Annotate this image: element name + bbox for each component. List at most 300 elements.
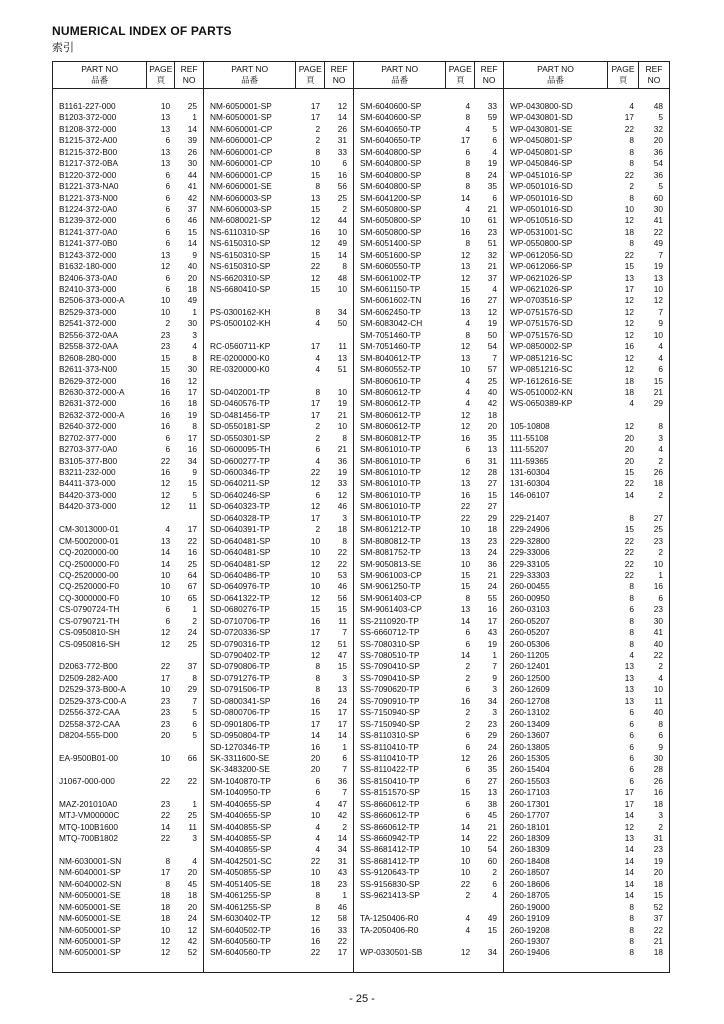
table-row bbox=[504, 444, 669, 455]
page-cell: 22 bbox=[160, 661, 171, 672]
table-row bbox=[53, 547, 203, 558]
ref-cell: 30 bbox=[653, 752, 663, 763]
part-number-cell: NM-6060001-CP bbox=[210, 123, 273, 134]
table-row bbox=[204, 215, 353, 226]
ref-cell: 7 bbox=[658, 249, 663, 260]
ref-cell: 3 bbox=[658, 432, 663, 443]
part-number-cell: SS-9120643-TP bbox=[360, 867, 420, 878]
table-row bbox=[504, 593, 669, 604]
ref-cell: 10 bbox=[653, 329, 663, 340]
ref-cell: 5 bbox=[658, 112, 663, 123]
page-cell: 22 bbox=[624, 535, 634, 546]
page-cell: 22 bbox=[624, 547, 634, 558]
part-number-cell: SS-8681412-TP bbox=[360, 855, 420, 866]
table-row bbox=[504, 467, 669, 478]
table-row bbox=[204, 318, 353, 329]
part-number-cell: 260-19307 bbox=[510, 935, 550, 946]
part-number-cell: WP-0612066-SP bbox=[510, 261, 573, 272]
header-part-no: PART NO bbox=[81, 64, 119, 74]
ref-cell: 16 bbox=[653, 581, 663, 592]
page-cell: 6 bbox=[165, 169, 171, 180]
part-number-cell: 111-59365 bbox=[510, 455, 549, 466]
part-number-cell: SD-0640481-SP bbox=[210, 558, 271, 569]
page-cell: 12 bbox=[310, 501, 321, 512]
part-number-cell: MTQ-100B1600 bbox=[59, 821, 119, 832]
ref-cell: 18 bbox=[487, 524, 497, 535]
table-row bbox=[354, 627, 503, 638]
ref-cell: 2 bbox=[658, 821, 663, 832]
table-row bbox=[53, 101, 203, 112]
part-number-cell: NM-6050001-SE bbox=[59, 913, 121, 924]
ref-cell: 60 bbox=[487, 855, 497, 866]
page-cell: 13 bbox=[624, 661, 634, 672]
table-row bbox=[354, 204, 503, 215]
ref-cell: 40 bbox=[653, 707, 663, 718]
page-cell: 10 bbox=[460, 364, 471, 375]
ref-cell: 13 bbox=[337, 684, 347, 695]
part-number-cell: SD-0791276-TP bbox=[210, 672, 270, 683]
part-number-cell: 260-17707 bbox=[510, 810, 550, 821]
ref-cell bbox=[175, 742, 203, 753]
part-number-cell: CS-0790721-TH bbox=[59, 615, 120, 626]
page-cell: 14 bbox=[460, 650, 471, 660]
ref-cell: 32 bbox=[487, 249, 497, 260]
header-ref: REF bbox=[645, 64, 663, 74]
ref-cell: 42 bbox=[487, 398, 497, 409]
table-row bbox=[504, 650, 669, 661]
part-number-cell: MAZ-201010A0 bbox=[59, 798, 118, 809]
page-cell: 10 bbox=[460, 215, 471, 226]
ref-cell: 1 bbox=[658, 569, 663, 580]
page-cell: 13 bbox=[460, 306, 471, 317]
table-row bbox=[354, 135, 503, 146]
table-row bbox=[204, 936, 353, 947]
table-row bbox=[504, 170, 669, 181]
ref-cell: 30 bbox=[187, 364, 197, 375]
table-row bbox=[504, 204, 669, 215]
table-row bbox=[204, 742, 353, 753]
page-cell: 12 bbox=[460, 467, 471, 477]
table-row bbox=[354, 193, 503, 204]
ref-cell: 37 bbox=[487, 272, 497, 283]
ref-cell: 49 bbox=[337, 238, 347, 249]
page-cell: 18 bbox=[160, 890, 171, 901]
ref-cell: 35 bbox=[487, 181, 497, 192]
page-cell: 2 bbox=[315, 421, 321, 432]
ref-cell: 36 bbox=[487, 558, 497, 569]
page-cell: 16 bbox=[460, 295, 471, 306]
ref-cell: 1 bbox=[192, 604, 197, 615]
table-row bbox=[354, 753, 503, 764]
table-row bbox=[504, 193, 669, 204]
ref-cell: 13 bbox=[653, 272, 663, 283]
page-cell: 8 bbox=[629, 512, 634, 523]
ref-cell: 15 bbox=[653, 890, 663, 901]
page-cell bbox=[608, 501, 639, 512]
ref-cell: 10 bbox=[653, 684, 663, 695]
part-number-cell: 260-19109 bbox=[510, 913, 550, 924]
part-number-cell: SD-0481456-TP bbox=[210, 409, 270, 420]
part-number-cell: D8204-555-D00 bbox=[59, 730, 119, 741]
part-number-cell: WP-0450801-SP bbox=[510, 146, 573, 157]
part-number-cell bbox=[204, 295, 296, 306]
ref-cell: 9 bbox=[192, 467, 197, 477]
part-number-cell: SD-0640246-SP bbox=[210, 489, 271, 500]
part-number-cell: WP-0501016-SD bbox=[510, 203, 573, 214]
ref-cell: 12 bbox=[187, 924, 197, 935]
part-number-cell: WP-0451016-SP bbox=[510, 169, 573, 180]
table-row bbox=[53, 193, 203, 204]
part-number-cell: SD-0550181-SP bbox=[210, 421, 271, 432]
ref-cell: 7 bbox=[342, 627, 347, 638]
page-cell: 12 bbox=[310, 913, 321, 924]
table-row bbox=[354, 478, 503, 489]
table-row bbox=[504, 673, 669, 684]
rows-4 bbox=[504, 89, 669, 959]
table-row bbox=[204, 753, 353, 764]
part-number-cell: SS-8660612-TP bbox=[360, 810, 420, 821]
header-ref-jp: NO bbox=[332, 75, 346, 85]
page-cell: 6 bbox=[629, 764, 634, 775]
table-row bbox=[53, 501, 203, 512]
ref-cell: 7 bbox=[192, 695, 197, 706]
ref-cell: 12 bbox=[653, 295, 663, 306]
table-row bbox=[53, 776, 203, 787]
header-page-jp: 頁 bbox=[306, 75, 315, 85]
part-number-cell: SM-8061212-TP bbox=[360, 524, 421, 535]
part-number-cell: SM-7051460-TP bbox=[360, 329, 421, 340]
table-row bbox=[354, 421, 503, 432]
table-row bbox=[204, 490, 353, 501]
part-number-cell: EA-9500B01-00 bbox=[59, 752, 119, 763]
page-cell: 13 bbox=[160, 146, 171, 157]
table-row bbox=[53, 238, 203, 249]
ref-cell: 45 bbox=[487, 810, 497, 821]
ref-cell: 1 bbox=[342, 890, 347, 901]
page-cell: 12 bbox=[160, 261, 171, 272]
table-row bbox=[204, 833, 353, 844]
ref-cell: 24 bbox=[487, 169, 497, 180]
table-row bbox=[53, 707, 203, 718]
ref-cell bbox=[475, 902, 503, 913]
page-cell: 6 bbox=[629, 707, 634, 718]
table-row bbox=[504, 341, 669, 352]
ref-cell: 18 bbox=[187, 284, 197, 294]
table-row bbox=[53, 284, 203, 295]
page-cell: 15 bbox=[310, 707, 321, 718]
page-cell: 18 bbox=[160, 901, 171, 912]
part-number-cell bbox=[504, 501, 608, 512]
table-row bbox=[354, 844, 503, 855]
table-row bbox=[354, 776, 503, 787]
ref-cell: 15 bbox=[487, 924, 497, 935]
page-cell: 14 bbox=[624, 489, 634, 500]
part-number-cell: WP-1612616-SE bbox=[510, 375, 573, 386]
ref-cell: 25 bbox=[187, 101, 197, 111]
ref-cell: 6 bbox=[492, 135, 497, 146]
page-cell: 6 bbox=[315, 489, 321, 500]
ref-cell: 26 bbox=[187, 146, 197, 157]
ref-cell: 8 bbox=[192, 352, 197, 363]
header-page: PAGE bbox=[448, 64, 472, 74]
table-row bbox=[204, 135, 353, 146]
ref-cell: 18 bbox=[653, 478, 663, 489]
table-row bbox=[354, 364, 503, 375]
part-number-cell: CM-5002000-01 bbox=[59, 535, 119, 546]
table-row bbox=[504, 330, 669, 341]
page-cell: 6 bbox=[165, 203, 171, 214]
part-number-cell: SM-9050813-SE bbox=[360, 558, 422, 569]
page-cell: 13 bbox=[160, 249, 171, 260]
part-number-cell: SS-8110310-SP bbox=[360, 730, 420, 741]
ref-cell: 37 bbox=[187, 203, 197, 214]
table-row bbox=[354, 925, 503, 936]
page-cell: 13 bbox=[160, 535, 171, 546]
part-number-cell: CS-0790724-TH bbox=[59, 604, 120, 615]
page-cell: 12 bbox=[160, 478, 171, 489]
ref-cell: 47 bbox=[337, 798, 347, 809]
table-row bbox=[53, 833, 203, 844]
table-row bbox=[354, 341, 503, 352]
page-cell: 10 bbox=[310, 569, 321, 580]
table-row bbox=[354, 799, 503, 810]
page-cell: 4 bbox=[315, 352, 321, 363]
part-number-cell: B2529-373-000 bbox=[59, 306, 117, 317]
ref-cell: 30 bbox=[653, 203, 663, 214]
part-number-cell: SD-0640481-SP bbox=[210, 547, 271, 558]
part-number-cell: PS-0300162-KH bbox=[210, 306, 271, 317]
table-row bbox=[354, 227, 503, 238]
ref-cell: 3 bbox=[492, 684, 497, 695]
ref-cell: 6 bbox=[492, 878, 497, 889]
page-cell bbox=[147, 787, 175, 798]
part-number-cell: SM-4040655-SP bbox=[210, 810, 272, 821]
table-row bbox=[504, 764, 669, 775]
page-cell: 22 bbox=[160, 775, 171, 786]
column-group-1 bbox=[53, 62, 204, 972]
part-number-cell: NM-6030001-SN bbox=[59, 855, 122, 866]
ref-cell: 12 bbox=[187, 375, 197, 386]
part-number-cell: D2556-372-CAA bbox=[59, 707, 120, 718]
table-row bbox=[53, 639, 203, 650]
page-cell: 8 bbox=[629, 638, 634, 649]
ref-cell: 27 bbox=[487, 478, 497, 489]
part-number-cell: CQ-2520000-00 bbox=[59, 569, 119, 580]
page-cell: 10 bbox=[160, 569, 171, 580]
ref-cell: 10 bbox=[337, 386, 347, 397]
page-cell: 8 bbox=[629, 947, 634, 958]
page-cell bbox=[147, 513, 175, 524]
page-cell: 10 bbox=[310, 535, 321, 546]
table-row bbox=[53, 696, 203, 707]
ref-cell: 11 bbox=[188, 501, 197, 512]
page-cell: 16 bbox=[310, 226, 321, 237]
table-row bbox=[354, 513, 503, 524]
ref-cell: 1 bbox=[192, 306, 197, 317]
header-ref-jp: NO bbox=[182, 75, 196, 85]
ref-cell: 59 bbox=[487, 112, 497, 123]
ref-cell: 2 bbox=[658, 661, 663, 672]
page-cell: 6 bbox=[629, 752, 634, 763]
table-row bbox=[204, 570, 353, 581]
table-row bbox=[354, 684, 503, 695]
table-row bbox=[504, 753, 669, 764]
part-number-cell: 260-05306 bbox=[510, 638, 550, 649]
ref-cell: 19 bbox=[487, 318, 497, 329]
part-number-cell: SD-0791506-TP bbox=[210, 684, 270, 695]
part-number-cell: B1241-377-0A0 bbox=[59, 226, 118, 237]
table-row bbox=[204, 867, 353, 878]
ref-cell: 21 bbox=[487, 203, 497, 214]
page-cell: 17 bbox=[310, 512, 321, 523]
ref-cell: 1 bbox=[342, 741, 347, 752]
page-cell: 10 bbox=[160, 101, 171, 111]
page-cell: 6 bbox=[165, 615, 171, 626]
table-row bbox=[204, 513, 353, 524]
part-number-cell: SM-6040800-SP bbox=[360, 158, 422, 169]
ref-cell: 21 bbox=[337, 409, 347, 420]
part-number-cell: TA-2050406-R0 bbox=[360, 924, 419, 935]
page-cell: 20 bbox=[624, 455, 634, 466]
page-cell: 14 bbox=[160, 547, 171, 558]
ref-cell: 1 bbox=[192, 798, 197, 809]
table-row bbox=[354, 707, 503, 718]
page-cell: 13 bbox=[624, 272, 634, 283]
page-cell: 18 bbox=[624, 226, 634, 237]
part-number-cell: SD-1270346-TP bbox=[210, 741, 270, 752]
page-cell: 12 bbox=[460, 249, 471, 260]
ref-cell: 66 bbox=[187, 752, 197, 763]
page-cell: 15 bbox=[460, 569, 471, 580]
part-number-cell: SM-6030402-TP bbox=[210, 913, 271, 924]
part-number-cell: SM-6050800-SP bbox=[360, 215, 422, 226]
table-row bbox=[204, 547, 353, 558]
header-part-no: PART NO bbox=[537, 64, 574, 74]
page-cell: 10 bbox=[160, 684, 171, 695]
page-cell: 13 bbox=[160, 123, 171, 134]
ref-cell: 18 bbox=[337, 524, 347, 535]
part-number-cell: B2558-372-0AA bbox=[59, 341, 119, 352]
table-row bbox=[354, 639, 503, 650]
page-cell: 12 bbox=[310, 650, 321, 660]
page-cell: 16 bbox=[310, 741, 321, 752]
page-cell: 15 bbox=[160, 352, 171, 363]
ref-cell: 23 bbox=[653, 844, 663, 855]
page-cell bbox=[296, 330, 325, 341]
page-cell: 22 bbox=[460, 512, 471, 523]
part-number-cell: CQ-2020000-00 bbox=[59, 547, 119, 558]
part-number-cell: 260-05207 bbox=[510, 615, 550, 626]
table-row bbox=[53, 890, 203, 901]
ref-cell: 22 bbox=[337, 558, 347, 569]
page-cell: 8 bbox=[315, 306, 321, 317]
table-row bbox=[204, 410, 353, 421]
page-cell: 4 bbox=[465, 924, 471, 935]
page-cell: 6 bbox=[165, 444, 171, 455]
table-row bbox=[53, 433, 203, 444]
ref-cell: 24 bbox=[187, 627, 197, 638]
part-number-cell bbox=[53, 742, 147, 753]
table-row bbox=[53, 719, 203, 730]
table-row bbox=[53, 410, 203, 421]
table-row bbox=[504, 410, 669, 421]
part-number-cell: SS-8660942-TP bbox=[360, 833, 420, 843]
table-row bbox=[53, 559, 203, 570]
page-cell: 4 bbox=[465, 386, 471, 397]
ref-cell bbox=[325, 295, 353, 306]
part-number-cell: SD-0641322-TP bbox=[210, 592, 270, 603]
table-row bbox=[204, 810, 353, 821]
part-number-cell bbox=[53, 787, 147, 798]
ref-cell: 22 bbox=[187, 775, 197, 786]
table-row bbox=[504, 353, 669, 364]
page-cell: 6 bbox=[165, 604, 171, 615]
part-number-cell: SD-0901806-TP bbox=[210, 718, 270, 729]
ref-cell: 4 bbox=[658, 672, 663, 683]
table-row bbox=[204, 101, 353, 112]
part-number-cell: SD-0600095-TH bbox=[210, 444, 271, 455]
page-cell: 4 bbox=[465, 398, 471, 409]
table-row bbox=[504, 261, 669, 272]
part-number-cell: TA-1250406-R0 bbox=[360, 913, 419, 924]
ref-cell: 36 bbox=[653, 146, 663, 157]
ref-cell: 48 bbox=[337, 272, 347, 283]
ref-cell: 29 bbox=[187, 684, 197, 695]
ref-cell: 25 bbox=[337, 192, 347, 203]
part-number-cell: SS-9621413-SP bbox=[360, 890, 420, 901]
page-cell: 16 bbox=[160, 421, 171, 432]
table-row bbox=[204, 364, 353, 375]
table-row bbox=[53, 478, 203, 489]
part-number-cell: SM-6062450-TP bbox=[360, 306, 421, 317]
table-row bbox=[204, 639, 353, 650]
table-row bbox=[354, 101, 503, 112]
table-row bbox=[204, 456, 353, 467]
table-row bbox=[204, 284, 353, 295]
ref-cell: 18 bbox=[653, 798, 663, 809]
page-cell: 17 bbox=[310, 398, 321, 409]
page-cell: 6 bbox=[165, 181, 171, 192]
part-number-cell: B2631-372-000 bbox=[59, 398, 117, 409]
page-cell: 14 bbox=[460, 615, 471, 626]
ref-cell bbox=[175, 513, 203, 524]
ref-cell: 17 bbox=[337, 947, 347, 958]
part-number-cell: B2506-373-000-A bbox=[59, 295, 125, 306]
header-page-jp: 頁 bbox=[456, 75, 465, 85]
ref-cell: 47 bbox=[337, 650, 347, 660]
ref-cell: 16 bbox=[337, 169, 347, 180]
page-cell: 2 bbox=[465, 672, 471, 683]
part-number-cell: SM-6040800-SP bbox=[360, 169, 422, 180]
ref-cell: 29 bbox=[653, 398, 663, 409]
table-row bbox=[354, 273, 503, 284]
page-cell: 6 bbox=[465, 638, 471, 649]
part-number-cell: WP-0751576-SD bbox=[510, 329, 573, 340]
table-row bbox=[204, 250, 353, 261]
table-row bbox=[204, 627, 353, 638]
page-cell: 6 bbox=[165, 135, 171, 146]
part-number-cell: SS-7080310-SP bbox=[360, 638, 420, 649]
table-row bbox=[204, 764, 353, 775]
header-part-no-jp: 品番 bbox=[546, 75, 564, 85]
part-number-cell: WP-0450846-SP bbox=[510, 158, 573, 169]
part-number-cell: B1215-372-A00 bbox=[59, 135, 118, 146]
part-number-cell: SD-0600277-TP bbox=[210, 455, 270, 466]
table-row bbox=[354, 410, 503, 421]
ref-cell: 10 bbox=[337, 226, 347, 237]
page-cell: 12 bbox=[160, 627, 171, 638]
page-cell: 10 bbox=[310, 581, 321, 592]
